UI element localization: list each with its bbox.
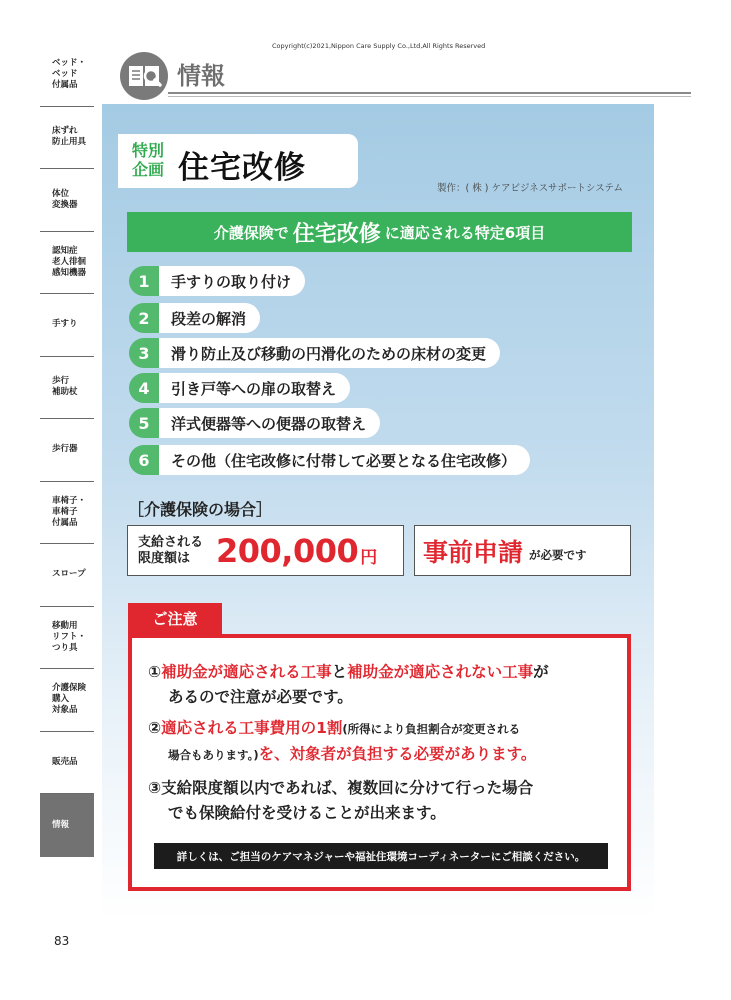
copyright-text: Copyright(c)2021,Nippon Care Supply Co.,Ltd,All Rights Reserved bbox=[272, 42, 486, 50]
notice-2-line1 bbox=[148, 716, 520, 738]
list-item bbox=[129, 266, 305, 296]
side-navigation bbox=[40, 44, 94, 857]
notice-3-line2: でも保険給付を受けることが出来ます。 bbox=[168, 804, 446, 822]
limit-amount: 200,000 bbox=[216, 531, 359, 570]
list-item bbox=[129, 303, 260, 333]
nav-item-insurance-purchase[interactable]: 介護保険 購入 対象品 bbox=[40, 669, 94, 732]
nav-item-sales[interactable]: 販売品 bbox=[40, 732, 94, 795]
page-title: 情報 bbox=[177, 62, 225, 90]
notice-2-paren: (所得により負担割合が変更される bbox=[342, 722, 521, 736]
item-number: 4 bbox=[129, 373, 159, 403]
notice-2-highlight-end: を、対象者が負担する必要があります。 bbox=[258, 745, 537, 763]
item-number: 1 bbox=[129, 266, 159, 296]
nav-item-handrail[interactable]: 手すり bbox=[40, 294, 94, 357]
banner-highlight: 住宅改修 bbox=[292, 221, 381, 247]
nav-item-lift[interactable]: 移動用 リフト・ つり具 bbox=[40, 607, 94, 670]
nav-item-wheelchair[interactable]: 車椅子・ 車椅子 付属品 bbox=[40, 482, 94, 545]
item-text: 引き戸等への扉の取替え bbox=[159, 373, 350, 403]
notice-2-paren-end: 場合もあります。) bbox=[168, 748, 259, 762]
special-label-line1: 特別 bbox=[131, 141, 164, 160]
special-feature-label bbox=[128, 141, 168, 179]
nav-item-bedsore-prevention[interactable]: 床ずれ 防止用具 bbox=[40, 107, 94, 170]
item-number: 3 bbox=[129, 338, 159, 368]
banner-suffix: に適応される特定6項目 bbox=[384, 223, 546, 242]
nav-item-slope[interactable]: スロープ bbox=[40, 544, 94, 607]
list-item bbox=[129, 338, 500, 368]
nav-item-walking-cane[interactable]: 歩行 補助杖 bbox=[40, 357, 94, 420]
benefit-limit-box bbox=[127, 525, 404, 576]
item-text: 手すりの取り付け bbox=[159, 266, 305, 296]
specific-items-banner bbox=[127, 212, 632, 252]
notice-tab: ご注意 bbox=[128, 603, 222, 634]
feature-title: 住宅改修 bbox=[178, 150, 306, 186]
nav-item-bed[interactable]: ベッド・ ベッド 付属品 bbox=[40, 44, 94, 107]
notice-1-highlight-b: 補助金が適応されない工事 bbox=[347, 663, 534, 681]
nav-item-information[interactable]: 情報 bbox=[40, 794, 94, 857]
page-number: 83 bbox=[54, 934, 70, 948]
list-item bbox=[129, 373, 350, 403]
item-text: 洋式便器等への便器の取替え bbox=[159, 408, 380, 438]
item-number: 5 bbox=[129, 408, 159, 438]
special-label-line2: 企画 bbox=[131, 160, 164, 179]
list-item bbox=[129, 445, 530, 475]
header-divider-thin bbox=[168, 96, 691, 97]
prior-application-note: が必要です bbox=[529, 547, 587, 562]
notice-1-line2: あるので注意が必要です。 bbox=[168, 688, 353, 706]
list-item bbox=[129, 408, 380, 438]
item-number: 6 bbox=[129, 445, 159, 475]
prior-application-label: 事前申請 bbox=[423, 537, 524, 567]
header-divider bbox=[168, 92, 691, 94]
notice-1-line1 bbox=[148, 660, 549, 682]
notice-1-end: が bbox=[533, 663, 549, 681]
limit-label: 支給される 限度額は bbox=[138, 534, 204, 566]
consultation-bar: 詳しくは、ご担当のケアマネジャーや福祉住環境コーディネーターにご相談ください。 bbox=[154, 843, 608, 869]
nav-item-dementia-sensor[interactable]: 認知症 老人徘徊 感知機器 bbox=[40, 232, 94, 295]
notice-3-line1: ③支給限度額以内であれば、複数回に分けて行った場合 bbox=[148, 779, 534, 797]
item-text: 段差の解消 bbox=[159, 303, 260, 333]
notice-2-marker: ② bbox=[148, 719, 162, 737]
nav-item-position-changer[interactable]: 体位 変換器 bbox=[40, 169, 94, 232]
item-number: 2 bbox=[129, 303, 159, 333]
nav-item-walker[interactable]: 歩行器 bbox=[40, 419, 94, 482]
notice-1-joiner: と bbox=[331, 663, 348, 681]
notice-1-marker: ① bbox=[148, 663, 162, 681]
production-credit: 製作：( 株 ) ケアビジネスサポートシステム bbox=[437, 183, 624, 194]
notice-1-highlight-a: 補助金が適応される工事 bbox=[161, 663, 332, 681]
item-text: 滑り防止及び移動の円滑化のための床材の変更 bbox=[159, 338, 500, 368]
item-text: その他（住宅改修に付帯して必要となる住宅改修） bbox=[159, 445, 530, 475]
limit-unit: 円 bbox=[360, 548, 378, 568]
banner-prefix: 介護保険で bbox=[213, 223, 289, 242]
insurance-case-heading: ［介護保険の場合］ bbox=[128, 500, 273, 519]
notice-2-highlight: 適応される工事費用の1割 bbox=[161, 719, 343, 737]
prior-application-box bbox=[414, 525, 631, 576]
book-search-icon bbox=[120, 52, 168, 100]
notice-2-line2 bbox=[168, 742, 536, 764]
